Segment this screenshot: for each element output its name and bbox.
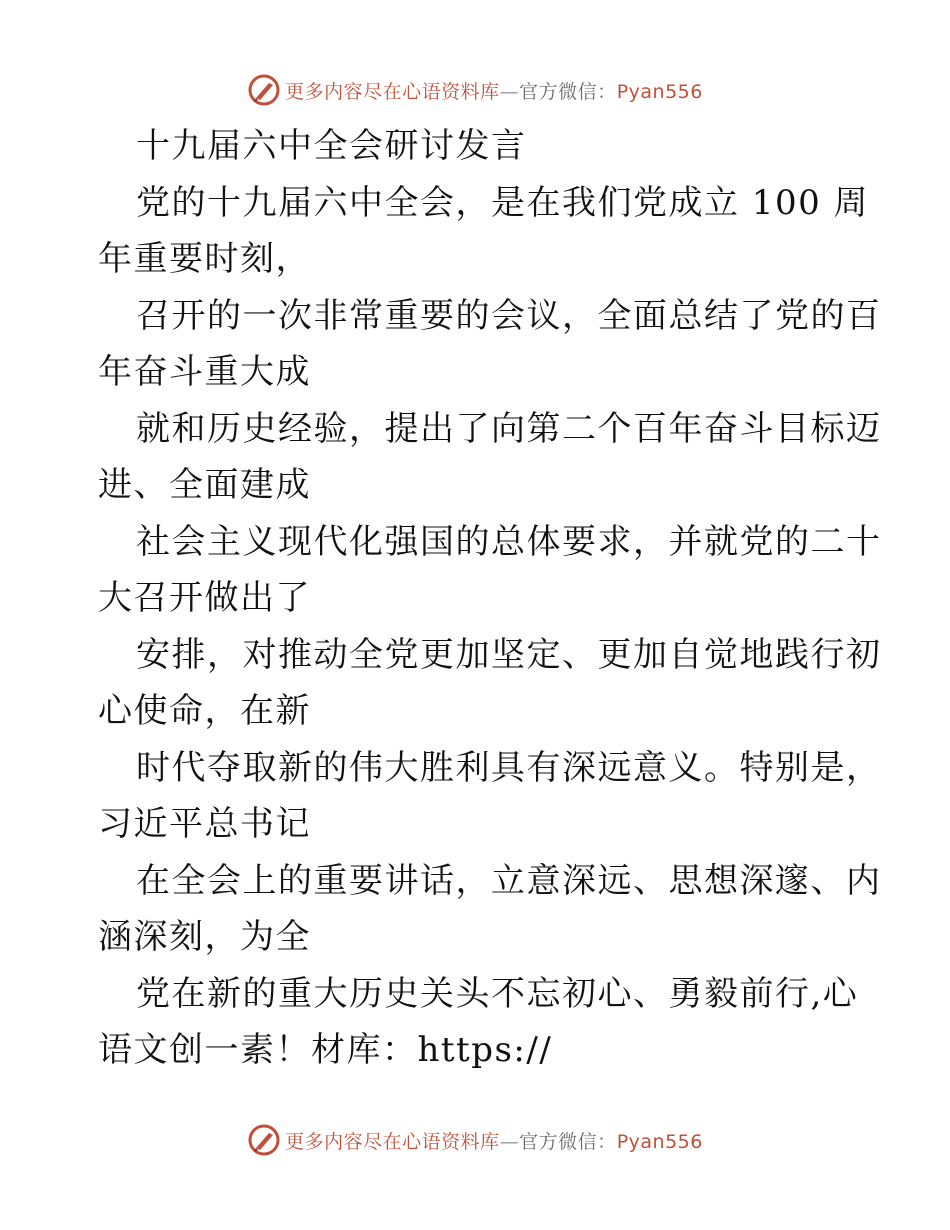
footer-watermark [0, 1120, 950, 1160]
paragraph-line: 进、全面建成 [98, 465, 311, 505]
paragraph-line: 党的十九届六中全会，是在我们党成立 100 周 [136, 182, 870, 223]
paragraph-line: 涵深刻，为全 [98, 917, 311, 957]
watermark-text: 更多内容尽在心语资料库—官方微信：Pyan556 [285, 80, 703, 103]
watermark-text: 更多内容尽在心语资料库—官方微信：Pyan556 [285, 1130, 703, 1153]
document-body [98, 118, 882, 1079]
quill-pen-icon [247, 1123, 281, 1157]
paragraph-line: 召开的一次非常重要的会议，全面总结了党的百 [136, 295, 882, 336]
paragraph-line: 安排，对推动全党更加坚定、更加自觉地践行初 [136, 634, 882, 675]
paragraph-line: 党在新的重大历史关头不忘初心、勇毅前行,心 [136, 973, 859, 1014]
paragraph-line: 大召开做出了 [98, 578, 311, 618]
document-title: 十九届六中全会研讨发言 [136, 126, 527, 166]
paragraph-line: 就和历史经验，提出了向第二个百年奋斗目标迈 [136, 408, 882, 449]
paragraph-line: 语文创一素！材库：https:// [98, 1030, 553, 1070]
quill-pen-icon [247, 73, 281, 107]
paragraph-line: 时代夺取新的伟大胜利具有深远意义。特别是， [136, 747, 882, 788]
paragraph-line: 在全会上的重要讲话，立意深远、思想深邃、内 [136, 860, 882, 901]
paragraph-line: 年重要时刻， [98, 239, 311, 279]
paragraph-line: 心使命，在新 [98, 691, 311, 731]
paragraph-line: 习近平总书记 [98, 804, 311, 844]
header-watermark [0, 70, 950, 110]
paragraph-line: 年奋斗重大成 [98, 352, 311, 392]
paragraph-line: 社会主义现代化强国的总体要求，并就党的二十 [136, 521, 882, 562]
